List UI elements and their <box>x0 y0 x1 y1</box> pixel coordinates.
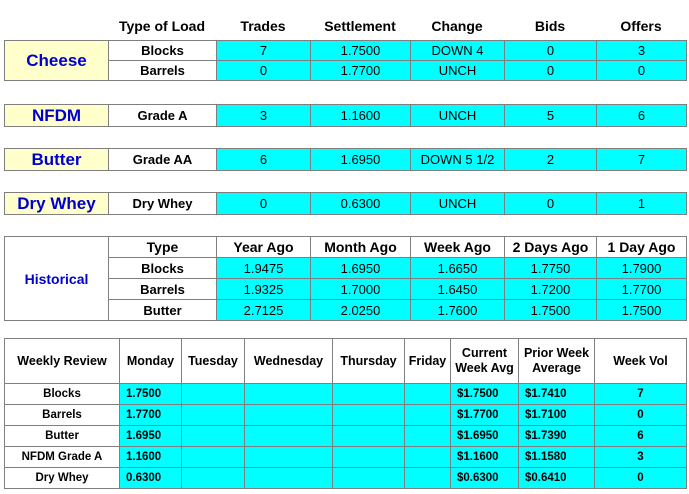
hist-value: 1.9475 <box>217 258 311 279</box>
load-type: Dry Whey <box>109 193 217 215</box>
current-week-avg-value: $1.6950 <box>451 426 519 447</box>
wednesday-value <box>245 447 333 468</box>
settlement-value: 1.1600 <box>311 105 411 127</box>
header-trades: Trades <box>240 18 286 34</box>
hist-value: 1.7700 <box>597 279 687 300</box>
thursday-value <box>333 405 405 426</box>
thursday-value <box>333 468 405 489</box>
header-prior-week-average <box>519 339 595 384</box>
current-week-avg-value: $1.7500 <box>451 384 519 405</box>
load-type: Grade A <box>109 105 217 127</box>
header-type-of-load: Type of Load <box>118 18 206 34</box>
monday-value: 1.7700 <box>120 405 182 426</box>
header-change: Change <box>431 18 483 34</box>
hist-value: 1.7750 <box>505 258 597 279</box>
friday-value <box>405 384 451 405</box>
hist-header-type: Type <box>109 237 217 258</box>
butter-table <box>4 148 687 171</box>
offers-value: 0 <box>597 61 687 81</box>
tuesday-value <box>182 384 245 405</box>
change-value: UNCH <box>411 105 505 127</box>
change-value: DOWN 5 1/2 <box>411 149 505 171</box>
table-row <box>5 405 687 426</box>
week-vol-value: 0 <box>595 468 687 489</box>
trades-value: 7 <box>217 41 311 61</box>
header-thursday: Thursday <box>333 339 405 384</box>
hist-header-2-days-ago: 2 Days Ago <box>505 237 597 258</box>
header-offers: Offers <box>620 18 662 34</box>
prior-week-avg-value: $1.1580 <box>519 447 595 468</box>
load-type: Barrels <box>109 61 217 81</box>
hist-value: 1.9325 <box>217 279 311 300</box>
hist-header-month-ago: Month Ago <box>311 237 411 258</box>
week-vol-value: 3 <box>595 447 687 468</box>
hist-row-label: Blocks <box>109 258 217 279</box>
tuesday-value <box>182 468 245 489</box>
current-week-avg-value: $1.1600 <box>451 447 519 468</box>
hist-row-label: Barrels <box>109 279 217 300</box>
hist-value: 1.6650 <box>411 258 505 279</box>
weekly-row-label: Butter <box>5 426 120 447</box>
historical-table <box>4 236 687 321</box>
monday-value: 1.1600 <box>120 447 182 468</box>
thursday-value <box>333 447 405 468</box>
hist-value: 1.7500 <box>597 300 687 321</box>
drywhey-table <box>4 192 687 215</box>
settlement-value: 0.6300 <box>311 193 411 215</box>
hist-value: 2.7125 <box>217 300 311 321</box>
week-vol-value: 7 <box>595 384 687 405</box>
trades-value: 3 <box>217 105 311 127</box>
market-header-row <box>4 15 686 37</box>
prior-week-avg-value: $1.7390 <box>519 426 595 447</box>
friday-value <box>405 426 451 447</box>
wednesday-value <box>245 468 333 489</box>
header-monday: Monday <box>120 339 182 384</box>
tuesday-value <box>182 426 245 447</box>
hist-header-1-day-ago: 1 Day Ago <box>597 237 687 258</box>
offers-value: 6 <box>597 105 687 127</box>
current-week-avg-value: $1.7700 <box>451 405 519 426</box>
table-row <box>5 447 687 468</box>
thursday-value <box>333 384 405 405</box>
friday-value <box>405 447 451 468</box>
header-prior-line2: Average <box>532 361 581 375</box>
friday-value <box>405 405 451 426</box>
header-wednesday: Wednesday <box>245 339 333 384</box>
header-friday: Friday <box>405 339 451 384</box>
header-current-line1: Current <box>461 346 508 360</box>
wednesday-value <box>245 405 333 426</box>
monday-value: 0.6300 <box>120 468 182 489</box>
weekly-row-label: NFDM Grade A <box>5 447 120 468</box>
category-historical: Historical <box>5 237 109 321</box>
settlement-value: 1.7700 <box>311 61 411 81</box>
header-current-line2: Week Avg <box>455 361 514 375</box>
offers-value: 3 <box>597 41 687 61</box>
change-value: UNCH <box>411 193 505 215</box>
bids-value: 0 <box>505 41 597 61</box>
tuesday-value <box>182 405 245 426</box>
header-tuesday: Tuesday <box>182 339 245 384</box>
hist-value: 1.7200 <box>505 279 597 300</box>
nfdm-table <box>4 104 687 127</box>
header-prior-line1: Prior Week <box>523 346 590 360</box>
prior-week-avg-value: $0.6410 <box>519 468 595 489</box>
wednesday-value <box>245 384 333 405</box>
table-row <box>5 468 687 489</box>
settlement-value: 1.6950 <box>311 149 411 171</box>
hist-value: 1.6950 <box>311 258 411 279</box>
offers-value: 7 <box>597 149 687 171</box>
monday-value: 1.6950 <box>120 426 182 447</box>
hist-value: 1.7000 <box>311 279 411 300</box>
category-nfdm: NFDM <box>5 105 109 127</box>
hist-row-label: Butter <box>109 300 217 321</box>
week-vol-value: 6 <box>595 426 687 447</box>
category-dry-whey: Dry Whey <box>5 193 109 215</box>
hist-value: 1.6450 <box>411 279 505 300</box>
bids-value: 0 <box>505 61 597 81</box>
wednesday-value <box>245 426 333 447</box>
settlement-value: 1.7500 <box>311 41 411 61</box>
tuesday-value <box>182 447 245 468</box>
category-butter: Butter <box>5 149 109 171</box>
header-current-week-avg <box>451 339 519 384</box>
prior-week-avg-value: $1.7410 <box>519 384 595 405</box>
load-type: Blocks <box>109 41 217 61</box>
trades-value: 0 <box>217 61 311 81</box>
trades-value: 0 <box>217 193 311 215</box>
hist-value: 2.0250 <box>311 300 411 321</box>
bids-value: 2 <box>505 149 597 171</box>
change-value: UNCH <box>411 61 505 81</box>
cheese-table <box>4 40 687 81</box>
load-type: Grade AA <box>109 149 217 171</box>
prior-week-avg-value: $1.7100 <box>519 405 595 426</box>
category-cheese: Cheese <box>5 41 109 81</box>
weekly-review-title: Weekly Review <box>5 339 120 384</box>
bids-value: 5 <box>505 105 597 127</box>
hist-header-week-ago: Week Ago <box>411 237 505 258</box>
weekly-review-table <box>4 338 687 489</box>
hist-header-year-ago: Year Ago <box>217 237 311 258</box>
hist-value: 1.7500 <box>505 300 597 321</box>
header-week-vol: Week Vol <box>595 339 687 384</box>
hist-value: 1.7600 <box>411 300 505 321</box>
weekly-row-label: Barrels <box>5 405 120 426</box>
trades-value: 6 <box>217 149 311 171</box>
weekly-row-label: Blocks <box>5 384 120 405</box>
weekly-row-label: Dry Whey <box>5 468 120 489</box>
table-row <box>5 384 687 405</box>
week-vol-value: 0 <box>595 405 687 426</box>
change-value: DOWN 4 <box>411 41 505 61</box>
current-week-avg-value: $0.6300 <box>451 468 519 489</box>
header-bids: Bids <box>534 18 566 34</box>
friday-value <box>405 468 451 489</box>
thursday-value <box>333 426 405 447</box>
bids-value: 0 <box>505 193 597 215</box>
monday-value: 1.7500 <box>120 384 182 405</box>
hist-value: 1.7900 <box>597 258 687 279</box>
offers-value: 1 <box>597 193 687 215</box>
table-row <box>5 426 687 447</box>
header-settlement: Settlement <box>324 18 396 34</box>
